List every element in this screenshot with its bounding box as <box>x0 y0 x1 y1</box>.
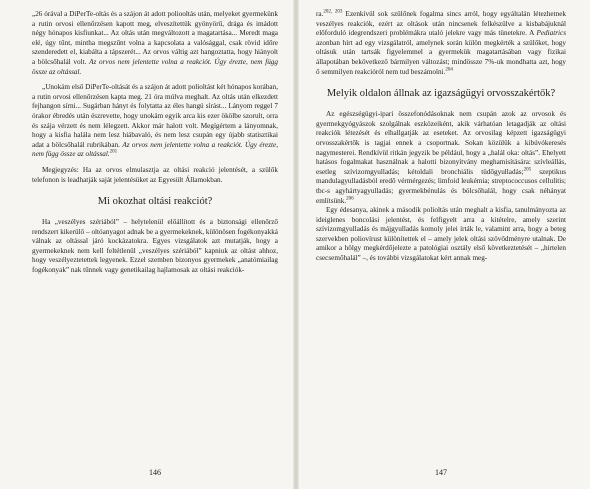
continued-paragraph <box>316 10 566 77</box>
continued-text: Ezenkívül sok szülőnek fogalma sincs arról, hogy egyáltalán létezhetnek veszélyes reakciók, ezért az oltások után nincsenek felkészülve a kisbabájuknál előforduló idegrendszeri problémákra utaló jelekre vagy más tünetekre. A <box>316 10 567 38</box>
book-gutter <box>293 0 299 489</box>
continued-tail: azonban hírt ad egy vizsgálatról, amelynek során külön megkérték a szülőket, hogy oltásuk után tartsák figyelemmel a gyermekük magatartásában vagy fizikai állapotában bekövetkező bármilyen változást; mindössze 7%-uk mondhatta azt, hogy ő semmilyen reakcióról nem tud beszámolni. <box>316 38 566 76</box>
quote-1-italic: Az orvos nem jelentette volna a reakciót. Úgy érezte, nem függ össze az oltással. <box>32 57 278 76</box>
body-text: Az egészségügyi-ipari összefonódásoknak nem csupán azok az orvosok és gyermekgyógyászok szolgálnak eszközeiként, akik várhatóan letagadják az oltási reakciók létezését és elhallgatják az eseteket. Az orvosilag képzett igazságügyi orvosszakértők is tagjai ennek a csoportnak. Sokan közülük a kibúvókeresés nagymesterei. Rendkívül ritkán jegyzik be például, hogy a „halál oka: oltás”. Ehelyett hatásos fogalmakat használnak a halotti bizonyítvány meghamisítására: szívleállás, esetleg szívizomgyulladás; kétoldali bronchiális tüdőgyulladás; <box>316 110 566 176</box>
quote-2-text: „Unokám első DiPerTe-oltását és a szájon át adott polioltást két hónapos korában, a rutin orvosi ellenőrzésen kapta meg. 21 óra múlva meghalt. Az oltás után elkezdett fejhangon sírni... Sugárban hányt és folytatta az éles hangú sírást... Lányom reggel 7 órakor ébredés után észrevette, hogy unokám egyik arca kis ezer ökölbe szorult, orra és szája vérzett és nem lélegzett. Akkor már halott volt. Megígértem a lányomnak, hogy a kisfia halála nem lesz hiábavaló, és nem lesz csupán egy újabb statisztikai adat a bölcsőhalál rubrikában. <box>32 83 278 149</box>
footnote-marker: 201 <box>109 149 118 155</box>
quote-2-italic: Az orvos nem jelentette volna a reakciót. Úgy érezte, nem függ össze az oltással. <box>32 140 279 159</box>
body-paragraph <box>316 110 566 206</box>
section-heading: Mi okozhat oltási reakciót? <box>97 196 213 208</box>
body-paragraph-2: Egy édesanya, akinek a második polioltás után meghalt a kisfia, tanulmányozta az ideiglenes boncolási jelentést, és felfigyelt arra a kitételre, amely szerint szívizomgyulladás és májgyulladás komoly jelei írták le, valamint arra, hogy a beteg szervekben poliovírust különítettek el – amely jelek oltási szövődményre utalnak. De amikor a hölgy megkérdőjelezte a patológiai osztály első következtetését – „hirtelen csecsemőhalál” –, és további vizsgálatokat kért annak meg- <box>316 206 566 263</box>
continued-start: ra. <box>316 10 324 18</box>
footnote-marker: 204 <box>445 67 453 73</box>
footnote-marker: 205 <box>523 167 532 173</box>
quote-paragraph-1 <box>32 10 278 77</box>
quote-1-text: „26 órával a DiPerTe-oltás és a szájon át adott poliooltás után, melyeket gyermekünk a rutin orvosi ellenőrzésen kapott meg, elveszítettük gyönyörű, drága és imádott négy hónapos kisfiunkat... Az oltás után megváltozott a magatartása... Meredt maga elé, úgy tűnt, mintha megszűnt volna a kapcsolata a valósággal, csak rövid időre szenderedett el, kiabálta a tápszerét... Az orvos váltig azt hangoztatta, hogy hiányolt a bölcsőhalál volt. <box>32 10 278 66</box>
note-paragraph: Megjegyzés: Ha az orvos elmulasztja az oltási reakció jelentését, a szülők telefonon is leadhatják saját jelentésüket az Egyesült Államokban. <box>32 165 278 184</box>
page-number: 146 <box>149 468 161 478</box>
journal-name: Pediatrics <box>536 29 566 38</box>
left-page <box>32 10 278 480</box>
right-page <box>316 10 566 480</box>
footnote-marker: 206 <box>346 196 354 202</box>
footnote-marker: 202, 203 <box>323 9 343 15</box>
body-text-continued: szeptikus mandulagyulladásból eredő vérmérgezés; limfoid leukémia; streptococcusos cellulitis; tbc-s agyhártyagyulladás; gyermekbénulás és bölcsőhalál, hogy csak néhányat említsünk. <box>316 167 567 205</box>
page-number: 147 <box>435 468 447 478</box>
quote-paragraph-2 <box>32 83 278 160</box>
body-paragraph: Ha „veszélyes szériából” – helytelenül előállított és a biztonsági ellenőrző rendszert kikerülő – oltóanyagot adnak be a gyermekeknek, különösen fogékonyakká válnak az oltással járó kockázatokra. Egyes vizsgálatok azt mutatják, hogy a gyermekeknek nem kell feltétlenül „veszélyes szériából” kapniuk az oltást ahhoz, hogy veszélyeztetettek legyenek. Ezzel szemben bizonyos gyermekek „anatómiailag fogékonyak” nak tűnnek vagy genetikailag hajlamosak az oltási reakciók- <box>32 218 278 275</box>
section-heading: Melyik oldalon állnak az igazságügyi orvosszakértők? <box>326 88 556 100</box>
